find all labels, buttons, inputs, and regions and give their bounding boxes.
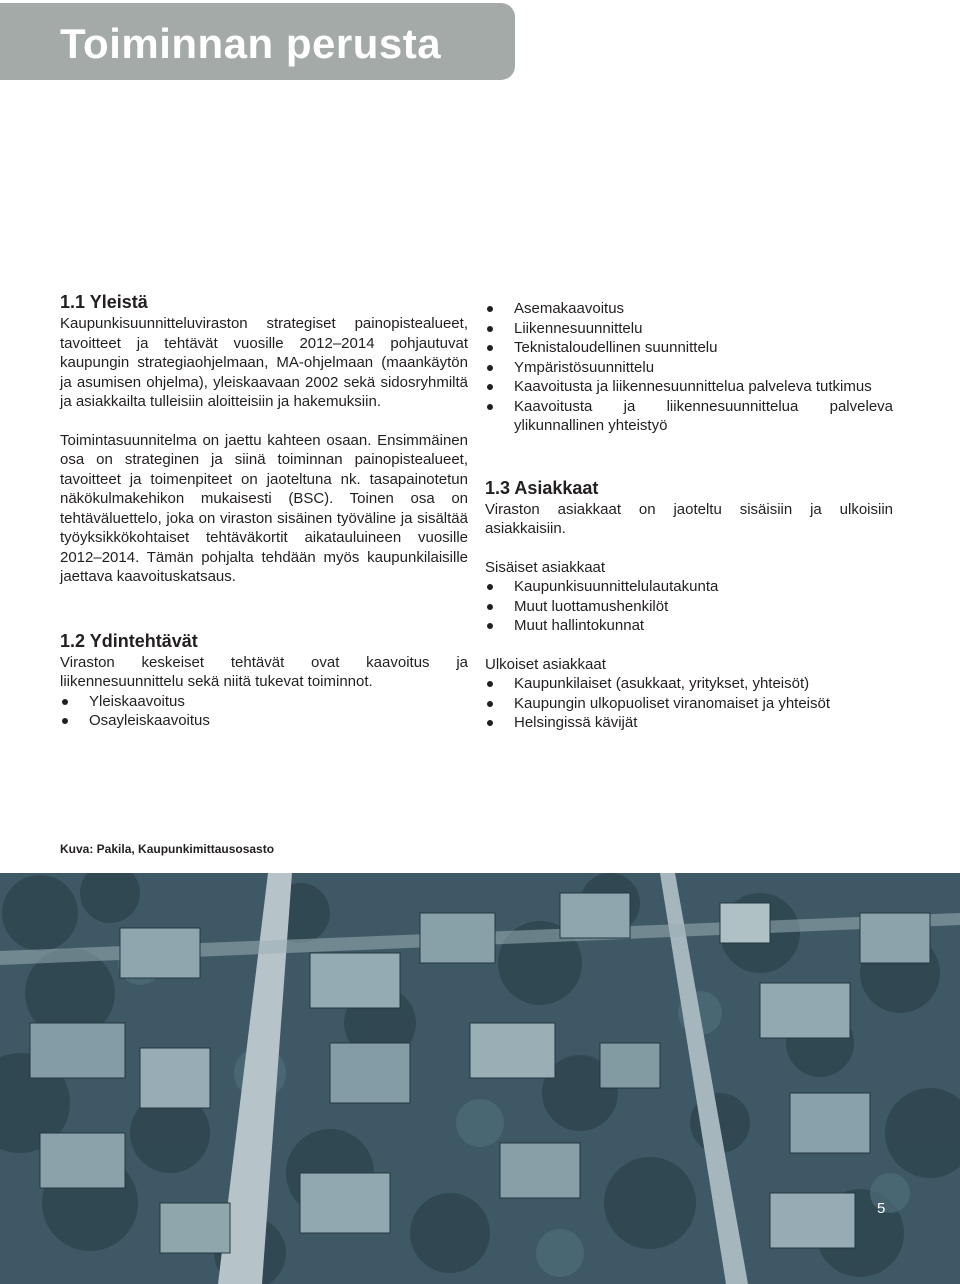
aerial-photo	[0, 873, 960, 1284]
page-number: 5	[877, 1200, 886, 1217]
general-paragraph-2: Toimintasuunnitelma on jaettu kahteen osaan. Ensimmäinen osa on strateginen ja siinä toiminnan painopistealueet, tavoitteet ja toimenpiteet on jaoteltuna nk. tasapainotetun näkökulmakehikon mukaisesti (BSC). Toinen osa on tehtäväluettelo, joka on viraston sisäinen työväline ja sisältää työyksikkökohtaiset tehtäväkortit aikatauluineen vuosille 2012–2014. Tämän pohjalta tehdään myös kaupunkilaisille jaettava kaavoituskatsaus.	[60, 431, 468, 585]
list-item: Teknistaloudellinen suunnittelu	[485, 338, 893, 358]
list-item: Muut hallintokunnat	[485, 616, 893, 636]
list-item: Kaupunkilaiset (asukkaat, yritykset, yhteisöt)	[485, 674, 893, 694]
core-tasks-list	[60, 692, 468, 731]
list-item: Asemakaavoitus	[485, 299, 893, 319]
section-heading-core-tasks: 1.2 Ydintehtävät	[60, 630, 198, 651]
photo-caption: Kuva: Pakila, Kaupunkimittausosasto	[60, 842, 275, 856]
internal-customers-list	[485, 577, 893, 636]
list-item: Yleiskaavoitus	[60, 692, 468, 712]
section-heading-general: 1.1 Yleistä	[60, 292, 148, 312]
list-item: Kaavoitusta ja liikennesuunnittelua palveleva tutkimus	[485, 377, 893, 397]
list-item: Liikennesuunnittelu	[485, 319, 893, 339]
list-item: Kaupunkisuunnittelulautakunta	[485, 577, 893, 597]
list-item: Muut luottamushenkilöt	[485, 597, 893, 617]
list-item: Osayleiskaavoitus	[60, 711, 468, 731]
page-title: Toiminnan perusta	[60, 20, 442, 67]
external-customers-list	[485, 674, 893, 733]
list-item: Helsingissä kävijät	[485, 713, 893, 733]
customers-paragraph: Viraston asiakkaat on jaoteltu sisäisiin ja ulkoisiin asiakkaisiin.	[485, 500, 893, 537]
left-column	[60, 290, 468, 731]
aerial-photo-illustration	[0, 873, 960, 1284]
right-column	[485, 299, 893, 733]
list-item: Ympäristösuunnittelu	[485, 358, 893, 378]
external-customers-label: Ulkoiset asiakkaat	[485, 655, 606, 673]
list-item: Kaupungin ulkopuoliset viranomaiset ja yhteisöt	[485, 694, 893, 714]
internal-customers-label: Sisäiset asiakkaat	[485, 558, 606, 576]
core-tasks-list-continued	[485, 299, 893, 436]
core-tasks-paragraph: Viraston keskeiset tehtävät ovat kaavoitus ja liikennesuunnittelu sekä niitä tukevat toiminnot.	[60, 653, 468, 690]
section-heading-customers: 1.3 Asiakkaat	[485, 477, 599, 498]
title-banner	[0, 3, 515, 80]
list-item: Kaavoitusta ja liikennesuunnittelua palveleva ylikunnallinen yhteistyö	[485, 397, 893, 436]
general-paragraph-1: Kaupunkisuunnitteluviraston strategiset painopistealueet, tavoitteet ja tehtävät vuosille 2012–2014 pohjautuvat kaupungin strategiaohjelmaan, MA-ohjelmaan (maankäytön ja asumisen ohjelma), yleiskaavaan 2002 sekä sidosryhmiltä ja asiakkailta tulleisiin aloitteisiin ja hakemuksiin.	[60, 315, 468, 410]
